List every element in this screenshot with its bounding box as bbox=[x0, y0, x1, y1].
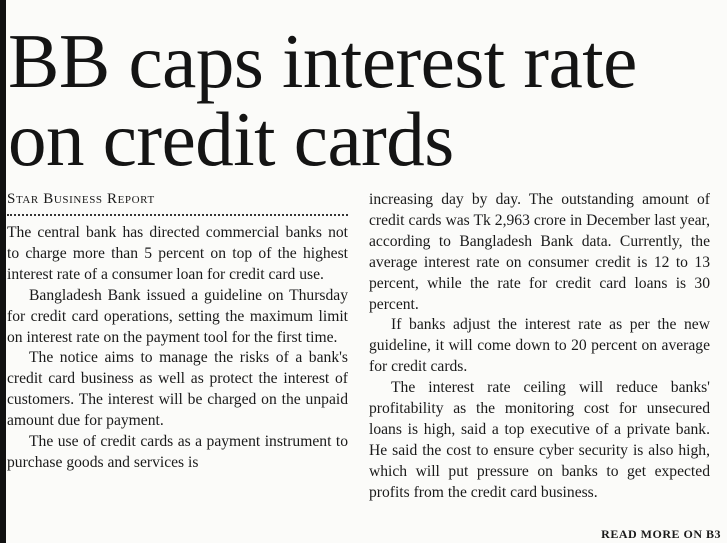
paragraph: The notice aims to manage the risks of a bank's credit card business as well as protect the interest of customers. The interest will be charged on the unpaid amount due for payment. bbox=[7, 349, 348, 430]
page-edge-rule bbox=[0, 0, 6, 543]
read-more-link[interactable]: READ MORE ON B3 bbox=[601, 527, 721, 541]
headline-line-1: BB caps interest rate bbox=[8, 18, 637, 104]
headline bbox=[8, 18, 723, 182]
article-column-right bbox=[369, 190, 710, 504]
headline-line-2: on credit cards bbox=[8, 96, 454, 182]
byline: Star Business Report bbox=[7, 191, 155, 207]
dotted-divider bbox=[7, 214, 348, 216]
paragraph: The interest rate ceiling will reduce banks' profitability as the monitoring cost for unsecured loans is high, said a top executive of a private bank. He said the cost to ensure cyber security is also high, which will put pressure on banks to get expected profits from the credit card business. bbox=[369, 379, 710, 501]
paragraph: The central bank has directed commercial banks not to charge more than 5 percent on top of the highest interest rate of a consumer loan for credit card use. bbox=[7, 224, 348, 283]
paragraph: If banks adjust the interest rate as per the new guideline, it will come down to 20 percent on average for credit cards. bbox=[369, 316, 710, 376]
article-column-left bbox=[7, 190, 348, 474]
paragraph: Bangladesh Bank issued a guideline on Thursday for credit card operations, setting the maximum limit on interest rate on the payment tool for the first time. bbox=[7, 286, 348, 346]
paragraph: The use of credit cards as a payment instrument to purchase goods and services is bbox=[7, 433, 348, 471]
paragraph: increasing day by day. The outstanding amount of credit cards was Tk 2,963 crore in December last year, according to Bangladesh Bank data. Currently, the average interest rate on consumer credit is 12 to 13 percent, while the rate for credit card loans is 30 percent. bbox=[369, 191, 710, 313]
